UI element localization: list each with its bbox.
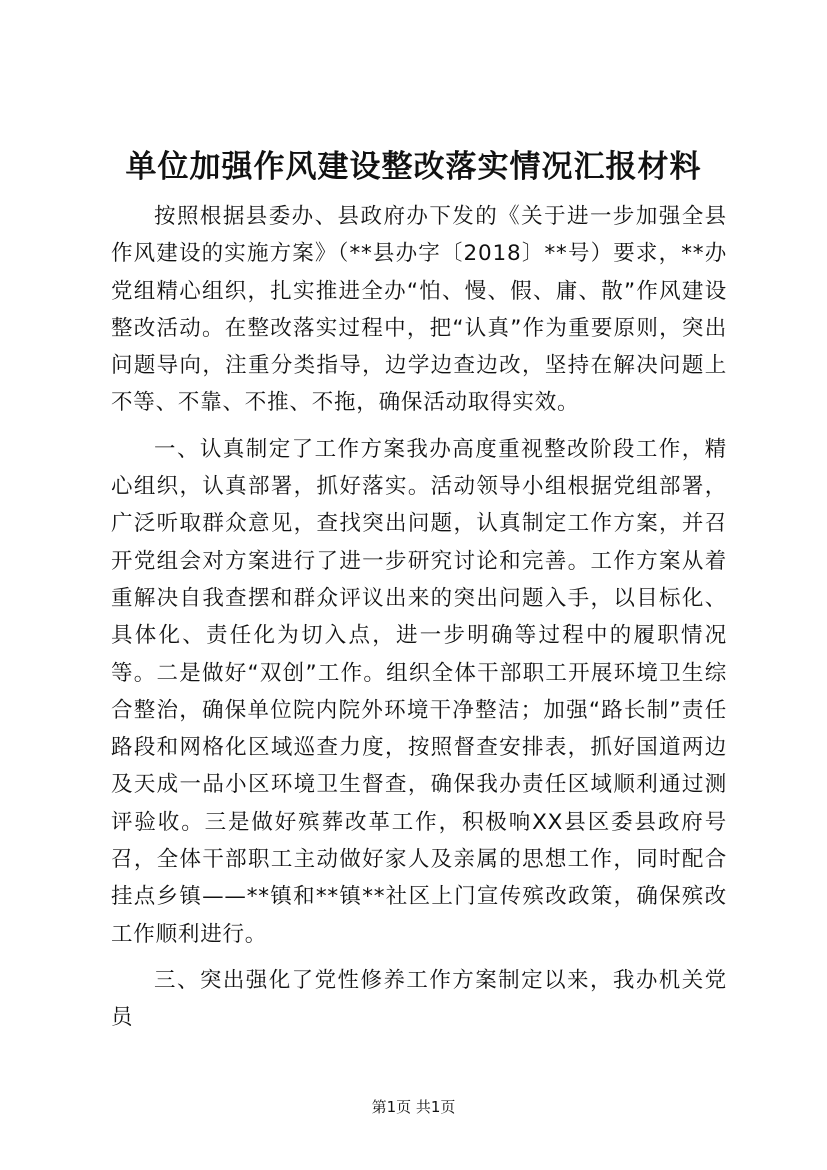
document-body — [111, 198, 727, 1037]
document-title: 单位加强作风建设整改落实情况汇报材料 — [125, 149, 702, 185]
paragraph-intro: 按照根据县委办、县政府办下发的《关于进一步加强全县作风建设的实施方案》（**县办字〔2018〕**号）要求，**办党组精心组织，扎实推进全办“怕、慢、假、庸、散”作风建设整改活动。在整改落实过程中，把“认真”作为重要原则，突出问题导向，注重分类指导，边学边查边改，坚持在解决问题上不等、不靠、不推、不拖，确保活动取得实效。 — [111, 204, 727, 416]
page-number-footer: 第1页 共1页 — [371, 1098, 456, 1116]
paragraph-section-three: 三、突出强化了党性修养工作方案制定以来，我办机关党员 — [111, 967, 727, 1031]
paragraph-section-one: 一、认真制定了工作方案我办高度重视整改阶段工作，精心组织，认真部署，抓好落实。活动领导小组根据党组部署，广泛听取群众意见，查找突出问题，认真制定工作方案，并召开党组会对方案进行了进一步研究讨论和完善。工作方案从着重解决自我查摆和群众评议出来的突出问题入手，以目标化、具体化、责任化为切入点，进一步明确等过程中的履职情况等。二是做好“双创”工作。组织全体干部职工开展环境卫生综合整治，确保单位院内院外环境干净整洁；加强“路长制”责任路段和网格化区域巡查力度，按照督查安排表，抓好国道两边及天成一品小区环境卫生督查，确保我办责任区域顺利通过测评验收。三是做好殡葬改革工作，积极响XX县区委县政府号召，全体干部职工主动做好家人及亲属的思想工作，同时配合挂点乡镇——**镇和**镇**社区上门宣传殡改政策，确保殡改工作顺利进行。 — [111, 436, 727, 947]
